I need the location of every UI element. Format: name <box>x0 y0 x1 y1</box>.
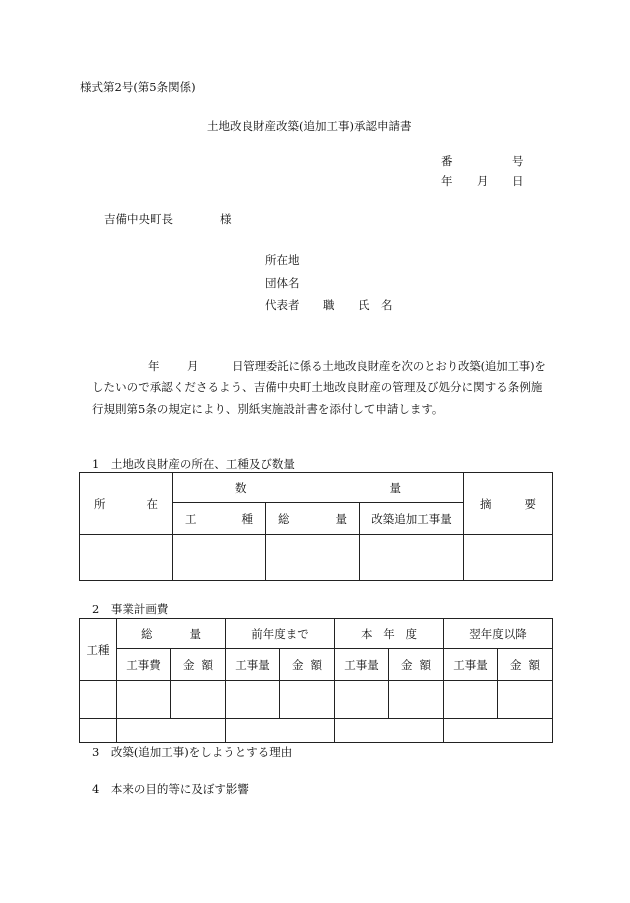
amount-header: 金 額 <box>171 649 226 681</box>
current-year-header: 本 年 度 <box>335 619 444 649</box>
work-cost-header: 工事費 <box>117 649 171 681</box>
date-month-label: 月 <box>477 174 489 188</box>
date-year-label: 年 <box>441 174 453 188</box>
additional-work-header: 改築追加工事量 <box>360 503 464 535</box>
work-type-header: 工種 <box>80 619 117 681</box>
addressee-name: 吉備中央町長 <box>104 212 173 226</box>
table-cell[interactable] <box>498 681 553 719</box>
total-quantity-cell[interactable] <box>266 535 360 581</box>
table-cell[interactable] <box>226 681 280 719</box>
total-quantity-header: 総 量 <box>266 503 360 535</box>
body-line-1: 日管理委託に係る土地改良財産を次のとおり改築(追加工事)を <box>232 359 546 373</box>
applicant-representative-label: 代表者 <box>265 298 300 312</box>
remarks-header: 摘 要 <box>464 473 553 535</box>
table-row <box>80 719 553 743</box>
quantity-header: 数 量 <box>173 473 464 503</box>
table-cell[interactable] <box>389 681 444 719</box>
table-cell[interactable] <box>117 719 226 743</box>
work-quantity-header: 工事量 <box>335 649 389 681</box>
table-row <box>80 681 553 719</box>
table-cell[interactable] <box>335 681 389 719</box>
applicant-position-label: 職 <box>323 298 335 312</box>
section4-heading: 4 本来の目的等に及ぼす影響 <box>92 782 249 796</box>
section2-heading: 2 事業計画費 <box>92 602 169 616</box>
body-date-month: 月 <box>187 359 199 373</box>
document-title: 土地改良財産改築(追加工事)承認申請書 <box>207 119 412 133</box>
amount-header: 金 額 <box>498 649 553 681</box>
applicant-organization-label: 団体名 <box>265 276 300 290</box>
work-type-header: 工 種 <box>173 503 266 535</box>
table-cell[interactable] <box>280 681 335 719</box>
form-number: 様式第2号(第5条関係) <box>80 80 196 94</box>
body-line-3: 行規則第5条の規定により、別紙実施設計書を添付して申請します。 <box>92 402 444 416</box>
work-type-cell[interactable] <box>173 535 266 581</box>
amount-header: 金 額 <box>280 649 335 681</box>
work-quantity-header: 工事量 <box>444 649 498 681</box>
number-label: 番 <box>441 154 453 168</box>
table-row <box>80 535 553 581</box>
table-cell[interactable] <box>117 681 171 719</box>
table-cell[interactable] <box>80 681 117 719</box>
date-day-label: 日 <box>512 174 524 188</box>
table-cell[interactable] <box>171 681 226 719</box>
applicant-location-label: 所在地 <box>265 253 300 267</box>
remarks-cell[interactable] <box>464 535 553 581</box>
following-years-header: 翌年度以降 <box>444 619 553 649</box>
prior-years-header: 前年度まで <box>226 619 335 649</box>
section1-heading: 1 土地改良財産の所在、工種及び数量 <box>92 457 295 471</box>
total-group-header: 総 量 <box>117 619 226 649</box>
body-line-2: したいので承認くださるよう、吉備中央町土地改良財産の管理及び処分に関する条例施 <box>92 380 543 394</box>
section3-heading: 3 改築(追加工事)をしようとする理由 <box>92 745 293 759</box>
table-cell[interactable] <box>226 719 335 743</box>
work-quantity-header: 工事量 <box>226 649 280 681</box>
additional-work-cell[interactable] <box>360 535 464 581</box>
quantity-table <box>79 472 553 581</box>
table-cell[interactable] <box>80 719 117 743</box>
table-cell[interactable] <box>444 719 553 743</box>
applicant-name-label: 氏 名 <box>358 298 393 312</box>
number-suffix: 号 <box>512 154 524 168</box>
amount-header: 金 額 <box>389 649 444 681</box>
location-header: 所 在 <box>80 473 173 535</box>
addressee-honorific: 様 <box>220 212 232 226</box>
table-cell[interactable] <box>335 719 444 743</box>
body-date-year: 年 <box>148 359 160 373</box>
location-cell[interactable] <box>80 535 173 581</box>
table-cell[interactable] <box>444 681 498 719</box>
cost-table <box>79 618 553 743</box>
